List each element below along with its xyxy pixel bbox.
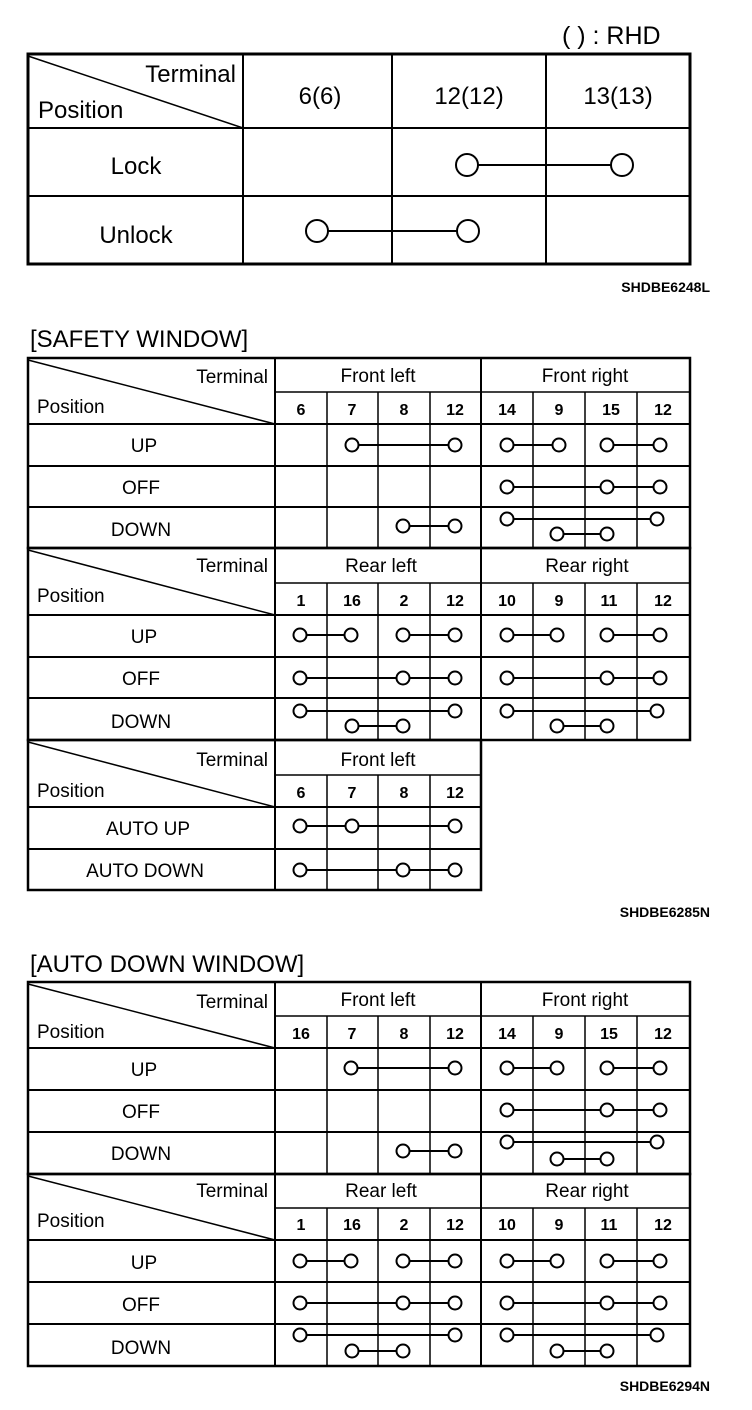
row-label: UP xyxy=(130,1060,158,1081)
row-label: DOWN xyxy=(110,520,172,541)
corner-terminal: Terminal xyxy=(196,367,268,388)
lock-terminal-header: 13(13) xyxy=(583,83,653,110)
terminal-header: 8 xyxy=(399,1026,409,1043)
terminal-header: 11 xyxy=(600,1217,618,1234)
autodown-front-connections xyxy=(345,1062,667,1166)
terminal-header: 9 xyxy=(554,1217,564,1234)
terminal-header: 1 xyxy=(296,1217,306,1234)
group-header: Front left xyxy=(340,366,416,387)
row-label: OFF xyxy=(122,669,160,690)
group-header: Front right xyxy=(541,366,629,387)
terminal-header: 7 xyxy=(347,785,357,802)
row-label: AUTO UP xyxy=(105,819,191,840)
lock-terminal-header: 6(6) xyxy=(298,83,342,110)
terminal-header: 12 xyxy=(446,1217,464,1234)
section-title: [SAFETY WINDOW] xyxy=(30,326,249,353)
terminal-header: 2 xyxy=(399,593,409,610)
terminal-header: 12 xyxy=(446,593,464,610)
terminal-header: 6 xyxy=(296,402,306,419)
lock-corner-terminal: Terminal xyxy=(145,61,236,88)
terminal-header: 1 xyxy=(296,593,306,610)
row-label: UP xyxy=(130,436,158,457)
terminal-header: 2 xyxy=(399,1217,409,1234)
row-label: OFF xyxy=(122,478,160,499)
terminal-header: 16 xyxy=(292,1026,310,1043)
row-label: OFF xyxy=(122,1102,160,1123)
terminal-header: 12 xyxy=(654,402,672,419)
terminal-header: 15 xyxy=(602,402,620,419)
rhd-note: ( ) : RHD xyxy=(562,22,661,50)
group-header: Rear left xyxy=(345,1181,417,1202)
corner-position: Position xyxy=(37,1022,105,1043)
terminal-header: 14 xyxy=(498,1026,516,1043)
terminal-header: 12 xyxy=(446,785,464,802)
corner-terminal: Terminal xyxy=(196,750,268,771)
corner-terminal: Terminal xyxy=(196,556,268,577)
terminal-header: 16 xyxy=(343,1217,361,1234)
terminal-node xyxy=(611,154,633,176)
row-label: UP xyxy=(130,1253,158,1274)
row-label: DOWN xyxy=(110,1338,172,1359)
lock-corner-position: Position xyxy=(38,97,124,124)
corner-terminal: Terminal xyxy=(196,1181,268,1202)
terminal-header: 12 xyxy=(446,402,464,419)
terminal-header: 7 xyxy=(347,1026,357,1043)
terminal-header: 11 xyxy=(600,593,618,610)
terminal-header: 7 xyxy=(347,402,357,419)
terminal-header: 8 xyxy=(399,402,409,419)
row-label: AUTO DOWN xyxy=(86,861,204,882)
terminal-node xyxy=(306,220,328,242)
corner-terminal: Terminal xyxy=(196,992,268,1013)
figure-code: SHDBE6294N xyxy=(619,1378,710,1394)
group-header: Rear right xyxy=(545,556,629,577)
figure-code: SHDBE6248L xyxy=(621,279,710,295)
terminal-header: 10 xyxy=(498,593,516,610)
group-header: Front left xyxy=(340,990,416,1011)
terminal-header: 15 xyxy=(600,1026,618,1043)
lock-connection xyxy=(456,154,633,176)
lock-terminal-header: 12(12) xyxy=(434,83,504,110)
terminal-header: 14 xyxy=(498,402,516,419)
terminal-header: 6 xyxy=(296,785,306,802)
terminal-node xyxy=(457,220,479,242)
figure-code: SHDBE6285N xyxy=(619,904,710,920)
row-label: DOWN xyxy=(110,1144,172,1165)
corner-position: Position xyxy=(37,586,105,607)
terminal-header: 12 xyxy=(654,1217,672,1234)
terminal-header: 12 xyxy=(654,1026,672,1043)
terminal-header: 12 xyxy=(446,1026,464,1043)
unlock-row-label: Unlock xyxy=(99,222,173,249)
corner-position: Position xyxy=(37,781,105,802)
group-header: Front left xyxy=(340,750,416,771)
terminal-header: 9 xyxy=(554,593,564,610)
terminal-header: 9 xyxy=(554,1026,564,1043)
row-label: UP xyxy=(130,627,158,648)
section-title: [AUTO DOWN WINDOW] xyxy=(30,951,305,978)
safety-front-connections xyxy=(346,439,667,541)
terminal-header: 12 xyxy=(654,593,672,610)
terminal-header: 9 xyxy=(554,402,564,419)
group-header: Front right xyxy=(541,990,629,1011)
group-header: Rear left xyxy=(345,556,417,577)
corner-position: Position xyxy=(37,397,105,418)
row-label: DOWN xyxy=(110,712,172,733)
terminal-header: 16 xyxy=(343,593,361,610)
lock-row-label: Lock xyxy=(110,153,162,180)
terminal-header: 8 xyxy=(399,785,409,802)
corner-position: Position xyxy=(37,1211,105,1232)
terminal-node xyxy=(456,154,478,176)
row-label: OFF xyxy=(122,1295,160,1316)
group-header: Rear right xyxy=(545,1181,629,1202)
terminal-header: 10 xyxy=(498,1217,516,1234)
